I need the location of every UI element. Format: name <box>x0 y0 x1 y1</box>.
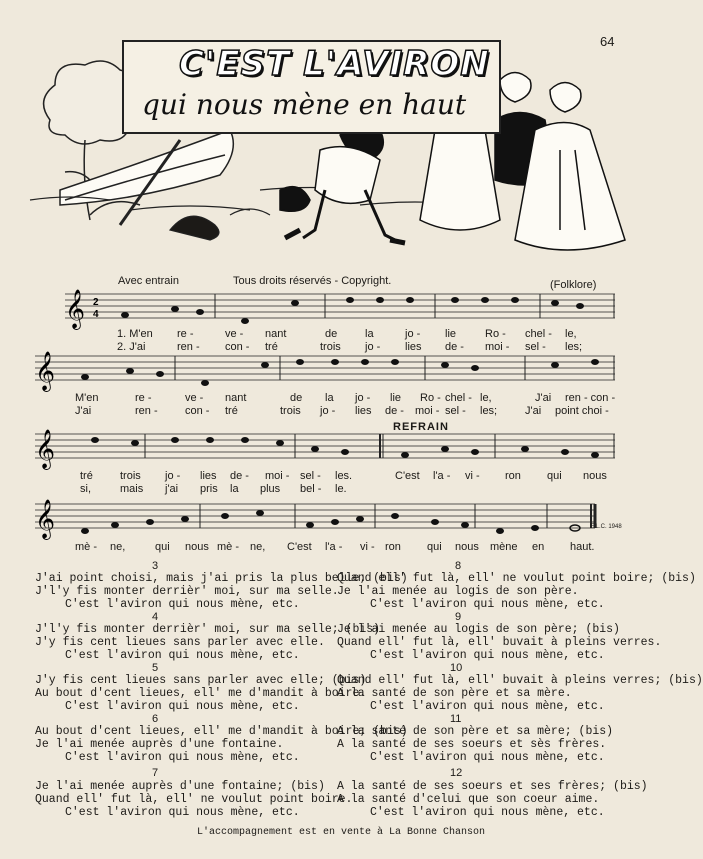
source-note: (Folklore) <box>550 279 597 291</box>
verse-line: Quand ell' fut là, ell' buvait à pleins verres; (bis) <box>337 674 703 687</box>
verse-number: 4 <box>152 611 159 623</box>
verse-line: A la santé de ses soeurs et sès frères. <box>337 738 607 751</box>
verse-line: Quand ell' fut là, ell' buvait à pleins verres. <box>337 636 662 649</box>
footer-note: L'accompagnement est en vente à La Bonne Chanson <box>197 827 486 838</box>
verse-line: Je l'ai menée au logis de son père. <box>337 585 579 598</box>
lyric-line-4: mè - ne, qui nous mè - ne, C'est l'a - vi - ron qui nous mène en haut. <box>75 541 595 553</box>
verse-line: C'est l'aviron qui nous mène, etc. <box>370 649 605 662</box>
verse-line: Quand ell' fut là, ell' ne voulut point boire; (bis) <box>337 572 696 585</box>
verse-line: C'est l'aviron qui nous mène, etc. <box>370 751 605 764</box>
verse-line: Je l'ai menée auprès d'une fontaine; (bis) <box>35 780 325 793</box>
title-box <box>122 40 501 134</box>
svg-text:4: 4 <box>93 309 99 320</box>
verse-line: C'est l'aviron qui nous mène, etc. <box>370 700 605 713</box>
svg-text:𝄞: 𝄞 <box>35 429 56 469</box>
page-number: 64 <box>600 34 615 49</box>
lyric-line-1-v1: 1. M'en re - ve - nant de la jo - lie Ro - chel - le, <box>117 328 577 340</box>
refrain-label: REFRAIN <box>393 421 449 433</box>
man-drawing <box>280 126 405 243</box>
song-subtitle: qui nous mène en haut <box>142 88 467 121</box>
verse-number: 9 <box>455 611 462 623</box>
verse-line: C'est l'aviron qui nous mène, etc. <box>65 700 300 713</box>
svg-text:2: 2 <box>93 297 99 308</box>
lyric-line-1-v2: 2. J'ai ren - con - tré trois jo - lies de - moi - sel - les; <box>117 341 583 353</box>
verse-line: A la santé d'celui que son coeur aime. <box>337 793 600 806</box>
verse-line: C'est l'aviron qui nous mène, etc. <box>370 806 605 819</box>
verse-line: C'est l'aviron qui nous mène, etc. <box>65 598 300 611</box>
verse-line: Quand ell' fut là, ell' ne voulut point boire. <box>35 793 353 806</box>
verse-number: 7 <box>152 767 159 779</box>
tempo-marking: Avec entrain <box>118 275 179 287</box>
svg-text:𝄞: 𝄞 <box>65 289 86 329</box>
verse-line: J'l'y fis monter derrièr' moi, sur ma selle; (bis) <box>35 623 381 636</box>
verse-line: C'est l'aviron qui nous mène, etc. <box>65 806 300 819</box>
verse-line: Je l'ai menée auprès d'une fontaine. <box>35 738 284 751</box>
music-staff-1 <box>35 288 615 328</box>
verse-line: Je l'ai menée au logis de son père; (bis) <box>337 623 620 636</box>
verse-line: J'y fis cent lieues sans parler avec elle; (bis) <box>35 674 367 687</box>
lyric-line-3-v2: si, mais j'ai pris la plus bel - le. <box>80 483 347 495</box>
verse-number: 11 <box>450 713 462 725</box>
verse-line: Au bout d'cent lieues, ell' me d'mandit à boire. <box>35 687 367 700</box>
verse-line: C'est l'aviron qui nous mène, etc. <box>370 598 605 611</box>
verse-line: C'est l'aviron qui nous mène, etc. <box>65 649 300 662</box>
music-staff-3 <box>35 428 615 468</box>
svg-text:𝄞: 𝄞 <box>35 499 56 539</box>
song-title: C'EST L'AVIRON <box>179 44 490 84</box>
music-staff-2 <box>35 350 615 390</box>
verse-line: J'l'y fis monter derrièr' moi, sur ma selle. <box>35 585 339 598</box>
verse-line: A la santé de ses soeurs et ses frères; (bis) <box>337 780 648 793</box>
verse-line: J'ai point choisi, mais j'ai pris la plus belle; (bis) <box>35 572 408 585</box>
verse-number: 6 <box>152 713 159 725</box>
verse-line: J'y fis cent lieues sans parler avec elle. <box>35 636 325 649</box>
lyric-line-3-v1: tré trois jo - lies de - moi - sel - les. C'est l'a - vi - ron qui nous <box>80 470 607 482</box>
lyric-line-2-v2: J'ai ren - con - tré trois jo - lies de - moi - sel - les; J'ai point choi - <box>75 405 609 417</box>
music-staff-4 <box>35 498 615 538</box>
verse-line: A la santé de son père et sa mère. <box>337 687 572 700</box>
verse-line: A la santé de son père et sa mère; (bis) <box>337 725 614 738</box>
verse-number: 8 <box>455 560 462 572</box>
lyric-line-2-v1: M'en re - ve - nant de la jo - lie Ro - chel - le, J'ai ren - con - <box>75 392 616 404</box>
svg-text:𝄞: 𝄞 <box>35 351 56 391</box>
verse-number: 12 <box>450 767 463 779</box>
verse-line: C'est l'aviron qui nous mène, etc. <box>65 751 300 764</box>
verse-line: Au bout d'cent lieues, ell' me d'mandit à boire; (bis) <box>35 725 408 738</box>
engraver-signature: E.L.C. 1948 <box>590 524 622 530</box>
verse-number: 5 <box>152 662 159 674</box>
verse-number: 3 <box>152 560 159 572</box>
rights-notice: Tous droits réservés - Copyright. <box>233 275 392 287</box>
verse-number: 10 <box>450 662 463 674</box>
